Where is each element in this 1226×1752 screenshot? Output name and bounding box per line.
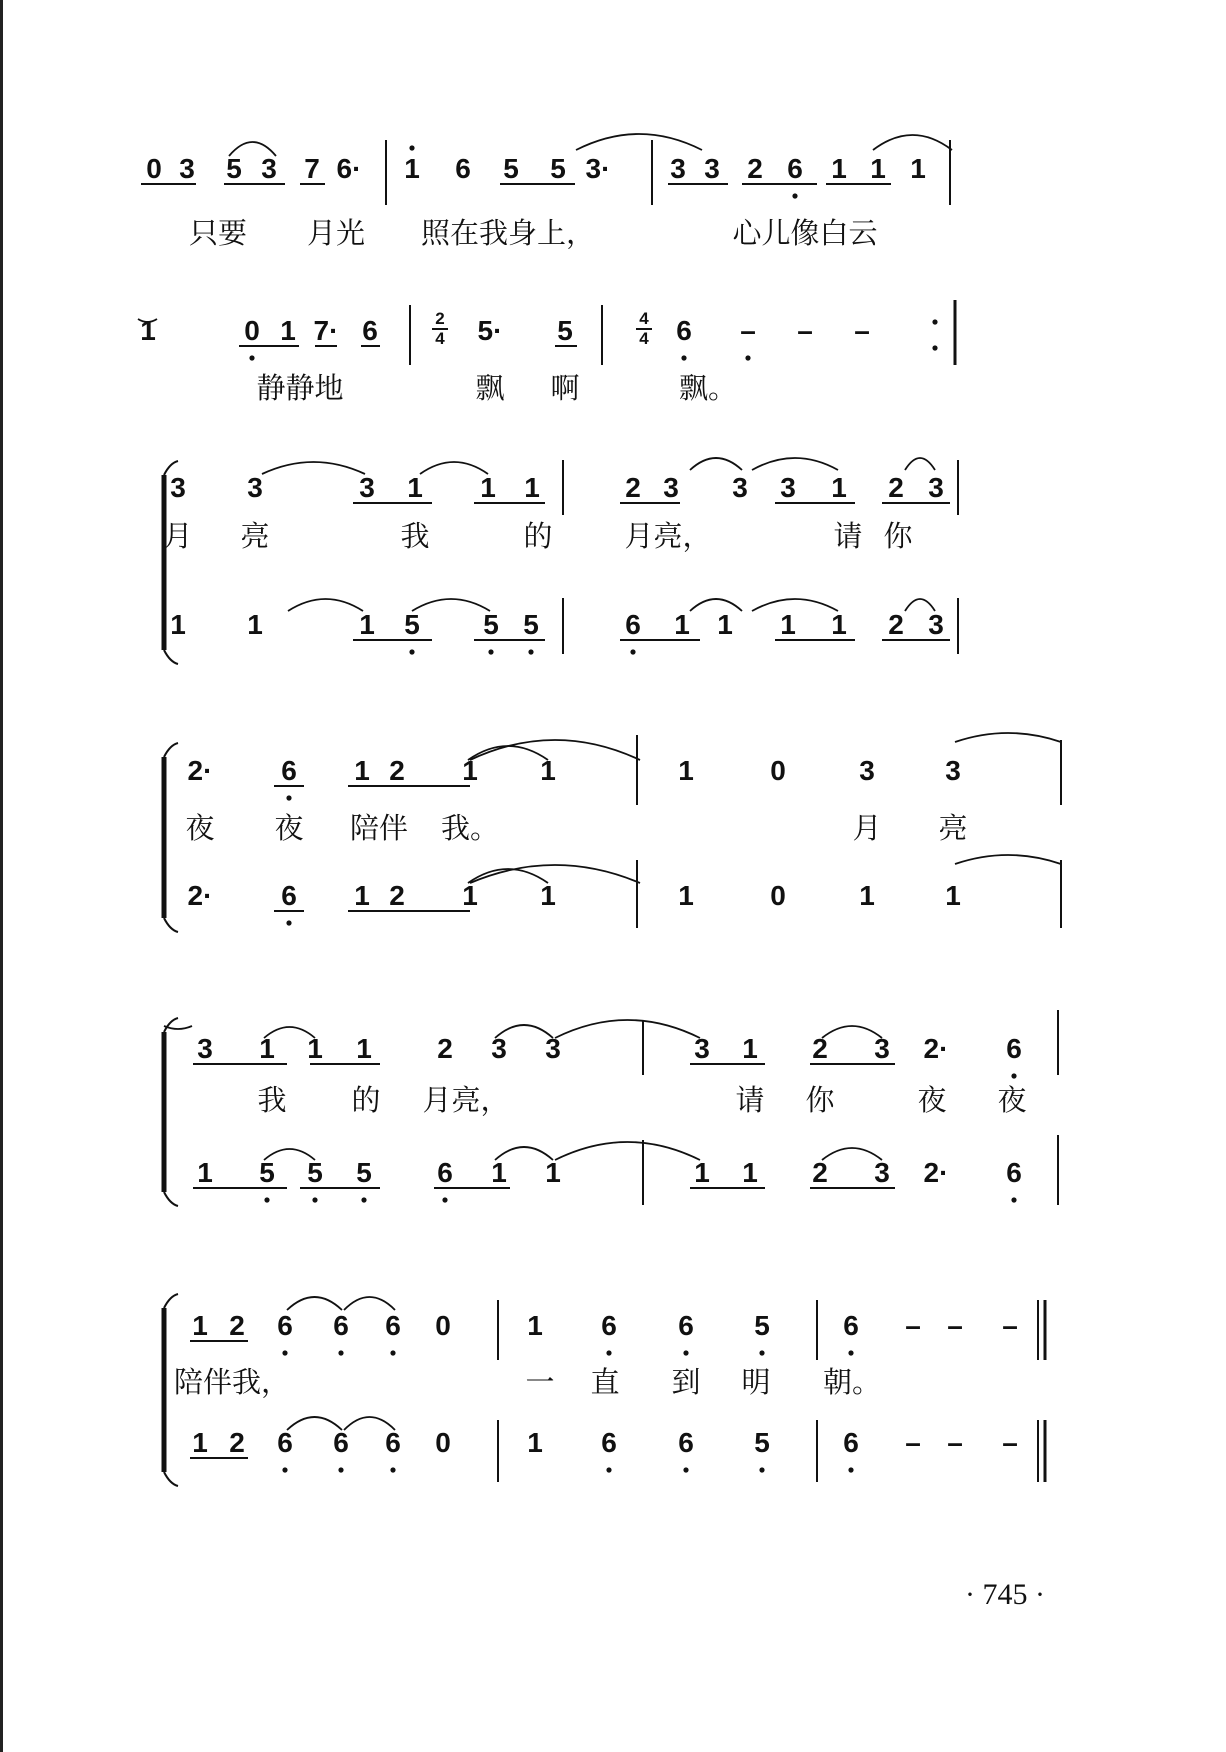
note: 6 <box>787 153 803 184</box>
note: 5 <box>226 153 242 184</box>
note: 1 <box>140 315 156 346</box>
slur <box>822 1148 882 1160</box>
lyric-syllable: 只要 <box>188 216 248 250</box>
note: 2 <box>389 880 405 911</box>
note: 1 <box>527 1310 543 1341</box>
note: 2· <box>187 755 213 786</box>
lyric-syllable: 到 <box>671 1365 701 1399</box>
note: 5 <box>483 609 499 640</box>
note: 0 <box>435 1310 451 1341</box>
dash: – <box>1002 1310 1018 1341</box>
dash: – <box>905 1427 921 1458</box>
note: 0 <box>244 315 260 346</box>
dash: – <box>947 1310 963 1341</box>
slur <box>955 733 1061 742</box>
lyric-syllable: 你 <box>805 1083 835 1117</box>
octave-dot-below <box>630 649 635 654</box>
note: 1 <box>717 609 733 640</box>
note: 1 <box>540 755 556 786</box>
note: 1 <box>354 880 370 911</box>
lyric-syllable: 亮 <box>240 519 270 553</box>
note: 1 <box>527 1427 543 1458</box>
note: 6 <box>437 1157 453 1188</box>
note: 0 <box>770 755 786 786</box>
octave-dot-below <box>286 920 291 925</box>
lyric-syllable: 月亮， <box>422 1083 510 1117</box>
repeat-dot <box>932 345 937 350</box>
note: 1 <box>831 472 847 503</box>
dash: – <box>947 1427 963 1458</box>
note: 5 <box>307 1157 323 1188</box>
note: 5 <box>754 1427 770 1458</box>
dash: – <box>854 315 870 346</box>
note: 6 <box>385 1427 401 1458</box>
octave-dot-below <box>528 649 533 654</box>
lyric-syllable: 亮 <box>938 811 968 845</box>
octave-dot-below <box>848 1350 853 1355</box>
lyric-syllable: 月 <box>163 519 193 553</box>
lyric-syllable: 明 <box>741 1365 771 1399</box>
note: 5· <box>477 315 503 346</box>
lyric-syllable: 啊 <box>550 371 580 405</box>
octave-dot-below <box>286 795 291 800</box>
note: 7· <box>313 315 339 346</box>
lyric-syllable: 直 <box>590 1365 620 1399</box>
note: 3 <box>874 1157 890 1188</box>
brace-hook <box>164 1472 178 1486</box>
note: 6 <box>1006 1157 1022 1188</box>
lyric-syllable: 心儿像白云 <box>732 216 878 250</box>
note: 1 <box>678 755 694 786</box>
brace-hook <box>164 918 178 932</box>
octave-dot-below <box>312 1197 317 1202</box>
note: 1 <box>742 1033 758 1064</box>
note: 3 <box>859 755 875 786</box>
note: 2 <box>389 755 405 786</box>
lyric-syllable: 朝。 <box>822 1365 882 1399</box>
note: 6 <box>333 1310 349 1341</box>
note: 5 <box>404 609 420 640</box>
octave-dot-below <box>249 355 254 360</box>
note: 3 <box>945 755 961 786</box>
note: 6 <box>385 1310 401 1341</box>
note: 1 <box>545 1157 561 1188</box>
note: 1 <box>192 1427 208 1458</box>
note: 3 <box>694 1033 710 1064</box>
lyric-syllable: 的 <box>351 1083 381 1117</box>
brace-hook <box>164 650 178 664</box>
octave-dot-below <box>759 1467 764 1472</box>
octave-dot-below <box>681 355 686 360</box>
note: 6 <box>625 609 641 640</box>
lyric-syllable: 夜 <box>185 811 215 845</box>
slur <box>420 462 488 474</box>
note: 2 <box>812 1033 828 1064</box>
slur <box>576 134 702 150</box>
octave-dot-below <box>442 1197 447 1202</box>
lyric-syllable: 月 <box>852 811 882 845</box>
note: 6 <box>455 153 471 184</box>
note: 1 <box>694 1157 710 1188</box>
note: 1 <box>742 1157 758 1188</box>
lyric-syllable: 月光 <box>306 216 366 250</box>
note: 5 <box>550 153 566 184</box>
note: 1 <box>462 755 478 786</box>
slur <box>873 135 952 150</box>
slur <box>752 458 838 470</box>
note: 1 <box>524 472 540 503</box>
slur <box>555 1020 700 1038</box>
note: 2· <box>923 1157 949 1188</box>
note: 6 <box>281 755 297 786</box>
note: 1 <box>247 609 263 640</box>
note: 3 <box>928 472 944 503</box>
note: 1 <box>859 880 875 911</box>
note: 3 <box>197 1033 213 1064</box>
note: 1 <box>356 1033 372 1064</box>
note: 6 <box>843 1427 859 1458</box>
note: 1 <box>831 609 847 640</box>
note: 0 <box>770 880 786 911</box>
lyric-syllable: 我。 <box>440 811 500 845</box>
octave-dot-above <box>409 145 414 150</box>
octave-dot-below <box>338 1350 343 1355</box>
note: 2 <box>888 472 904 503</box>
note: 1 <box>678 880 694 911</box>
lyric-syllable: 请 <box>833 519 863 553</box>
note: 5 <box>259 1157 275 1188</box>
note: 5 <box>356 1157 372 1188</box>
lyric-syllable: 一 <box>525 1365 555 1399</box>
note: 5 <box>557 315 573 346</box>
note: 1 <box>307 1033 323 1064</box>
octave-dot-below <box>759 1350 764 1355</box>
note: 2 <box>747 153 763 184</box>
lyric-syllable: 夜 <box>274 811 304 845</box>
octave-dot-below <box>361 1197 366 1202</box>
slur <box>412 599 490 611</box>
time-signature-denominator: 4 <box>639 329 649 348</box>
note: 1 <box>480 472 496 503</box>
time-signature-numerator: 2 <box>435 309 445 328</box>
note: 6 <box>1006 1033 1022 1064</box>
note: 2 <box>625 472 641 503</box>
note: 6 <box>601 1310 617 1341</box>
note: 1 <box>491 1157 507 1188</box>
note: 5 <box>754 1310 770 1341</box>
dash: – <box>1002 1427 1018 1458</box>
slur <box>955 855 1061 864</box>
note: 1 <box>359 609 375 640</box>
octave-dot-below <box>683 1350 688 1355</box>
octave-dot-below <box>390 1467 395 1472</box>
note: 2 <box>229 1427 245 1458</box>
lyric-syllable: 月亮， <box>624 519 712 553</box>
note: 2 <box>229 1310 245 1341</box>
time-signature-numerator: 4 <box>639 309 649 328</box>
note: 3 <box>491 1033 507 1064</box>
repeat-dot <box>932 319 937 324</box>
lyric-syllable: 我 <box>400 519 430 553</box>
slur <box>468 746 548 760</box>
dash: – <box>797 315 813 346</box>
octave-dot-below <box>282 1350 287 1355</box>
octave-dot-below <box>745 355 750 360</box>
octave-dot-below <box>338 1467 343 1472</box>
note: 6 <box>277 1427 293 1458</box>
lyric-syllable: 静静地 <box>256 371 344 405</box>
slur <box>262 462 365 474</box>
note: 1 <box>170 609 186 640</box>
octave-dot-below <box>1011 1073 1016 1078</box>
octave-dot-below <box>1011 1197 1016 1202</box>
note: 3 <box>261 153 277 184</box>
brace-hook <box>164 1018 178 1032</box>
octave-dot-below <box>683 1467 688 1472</box>
note: 3· <box>585 153 611 184</box>
time-signature-denominator: 4 <box>435 329 445 348</box>
note: 1 <box>674 609 690 640</box>
note: 3 <box>874 1033 890 1064</box>
lyric-syllable: 飘。 <box>678 371 738 405</box>
note: 1 <box>870 153 886 184</box>
note: 2· <box>923 1033 949 1064</box>
slur <box>690 599 742 611</box>
page-number: · 745 · <box>965 1578 1045 1611</box>
dash: – <box>905 1310 921 1341</box>
slur <box>344 1297 395 1310</box>
lyric-syllable: 我 <box>257 1083 287 1117</box>
note: 3 <box>732 472 748 503</box>
note: 1 <box>910 153 926 184</box>
brace-hook <box>164 1192 178 1206</box>
note: 2 <box>437 1033 453 1064</box>
note: 2 <box>812 1157 828 1188</box>
dash: – <box>740 315 756 346</box>
note: 1 <box>945 880 961 911</box>
brace-hook <box>164 743 178 757</box>
note: 3 <box>247 472 263 503</box>
octave-dot-below <box>409 649 414 654</box>
octave-dot-below <box>606 1350 611 1355</box>
octave-dot-below <box>792 193 797 198</box>
note: 6 <box>678 1427 694 1458</box>
note: 1 <box>280 315 296 346</box>
note: 2· <box>187 880 213 911</box>
lyric-syllable: 你 <box>883 519 913 553</box>
octave-dot-below <box>606 1467 611 1472</box>
note: 0 <box>146 153 162 184</box>
note: 1 <box>540 880 556 911</box>
note: 6 <box>277 1310 293 1341</box>
slur <box>690 458 742 470</box>
lyric-syllable: 陪伴我， <box>173 1365 291 1399</box>
octave-dot-below <box>390 1350 395 1355</box>
note: 3 <box>928 609 944 640</box>
lyric-syllable: 陪伴 <box>349 811 409 845</box>
brace-hook <box>164 1294 178 1308</box>
lyric-syllable: 夜 <box>917 1083 947 1117</box>
note: 6· <box>336 153 362 184</box>
note: 3 <box>663 472 679 503</box>
note: 2 <box>888 609 904 640</box>
note: 3 <box>359 472 375 503</box>
note: 6 <box>281 880 297 911</box>
note: 6 <box>843 1310 859 1341</box>
note: 5 <box>503 153 519 184</box>
note: 6 <box>601 1427 617 1458</box>
note: 0 <box>435 1427 451 1458</box>
note: 1 <box>192 1310 208 1341</box>
note: 1 <box>404 153 420 184</box>
lyric-syllable: 的 <box>523 519 553 553</box>
note: 6 <box>678 1310 694 1341</box>
note: 6 <box>362 315 378 346</box>
slur <box>822 1026 882 1038</box>
note: 1 <box>407 472 423 503</box>
lyric-syllable: 照在我身上， <box>420 216 596 250</box>
note: 3 <box>780 472 796 503</box>
note: 6 <box>676 315 692 346</box>
note: 3 <box>704 153 720 184</box>
note: 3 <box>670 153 686 184</box>
note: 1 <box>354 755 370 786</box>
slur <box>905 458 935 470</box>
slur <box>287 1297 342 1310</box>
octave-dot-below <box>264 1197 269 1202</box>
lyric-syllable: 请 <box>735 1083 765 1117</box>
note: 1 <box>831 153 847 184</box>
octave-dot-below <box>282 1467 287 1472</box>
note: 3 <box>179 153 195 184</box>
note: 1 <box>259 1033 275 1064</box>
lyric-syllable: 飘 <box>475 371 505 405</box>
octave-dot-below <box>488 649 493 654</box>
note: 6 <box>333 1427 349 1458</box>
note: 3 <box>545 1033 561 1064</box>
note: 1 <box>462 880 478 911</box>
slur <box>555 1142 700 1160</box>
octave-dot-below <box>848 1467 853 1472</box>
note: 7 <box>304 153 320 184</box>
note: 3 <box>170 472 186 503</box>
note: 1 <box>780 609 796 640</box>
note: 5 <box>523 609 539 640</box>
note: 1 <box>197 1157 213 1188</box>
slur <box>288 599 363 611</box>
lyric-syllable: 夜 <box>997 1083 1027 1117</box>
